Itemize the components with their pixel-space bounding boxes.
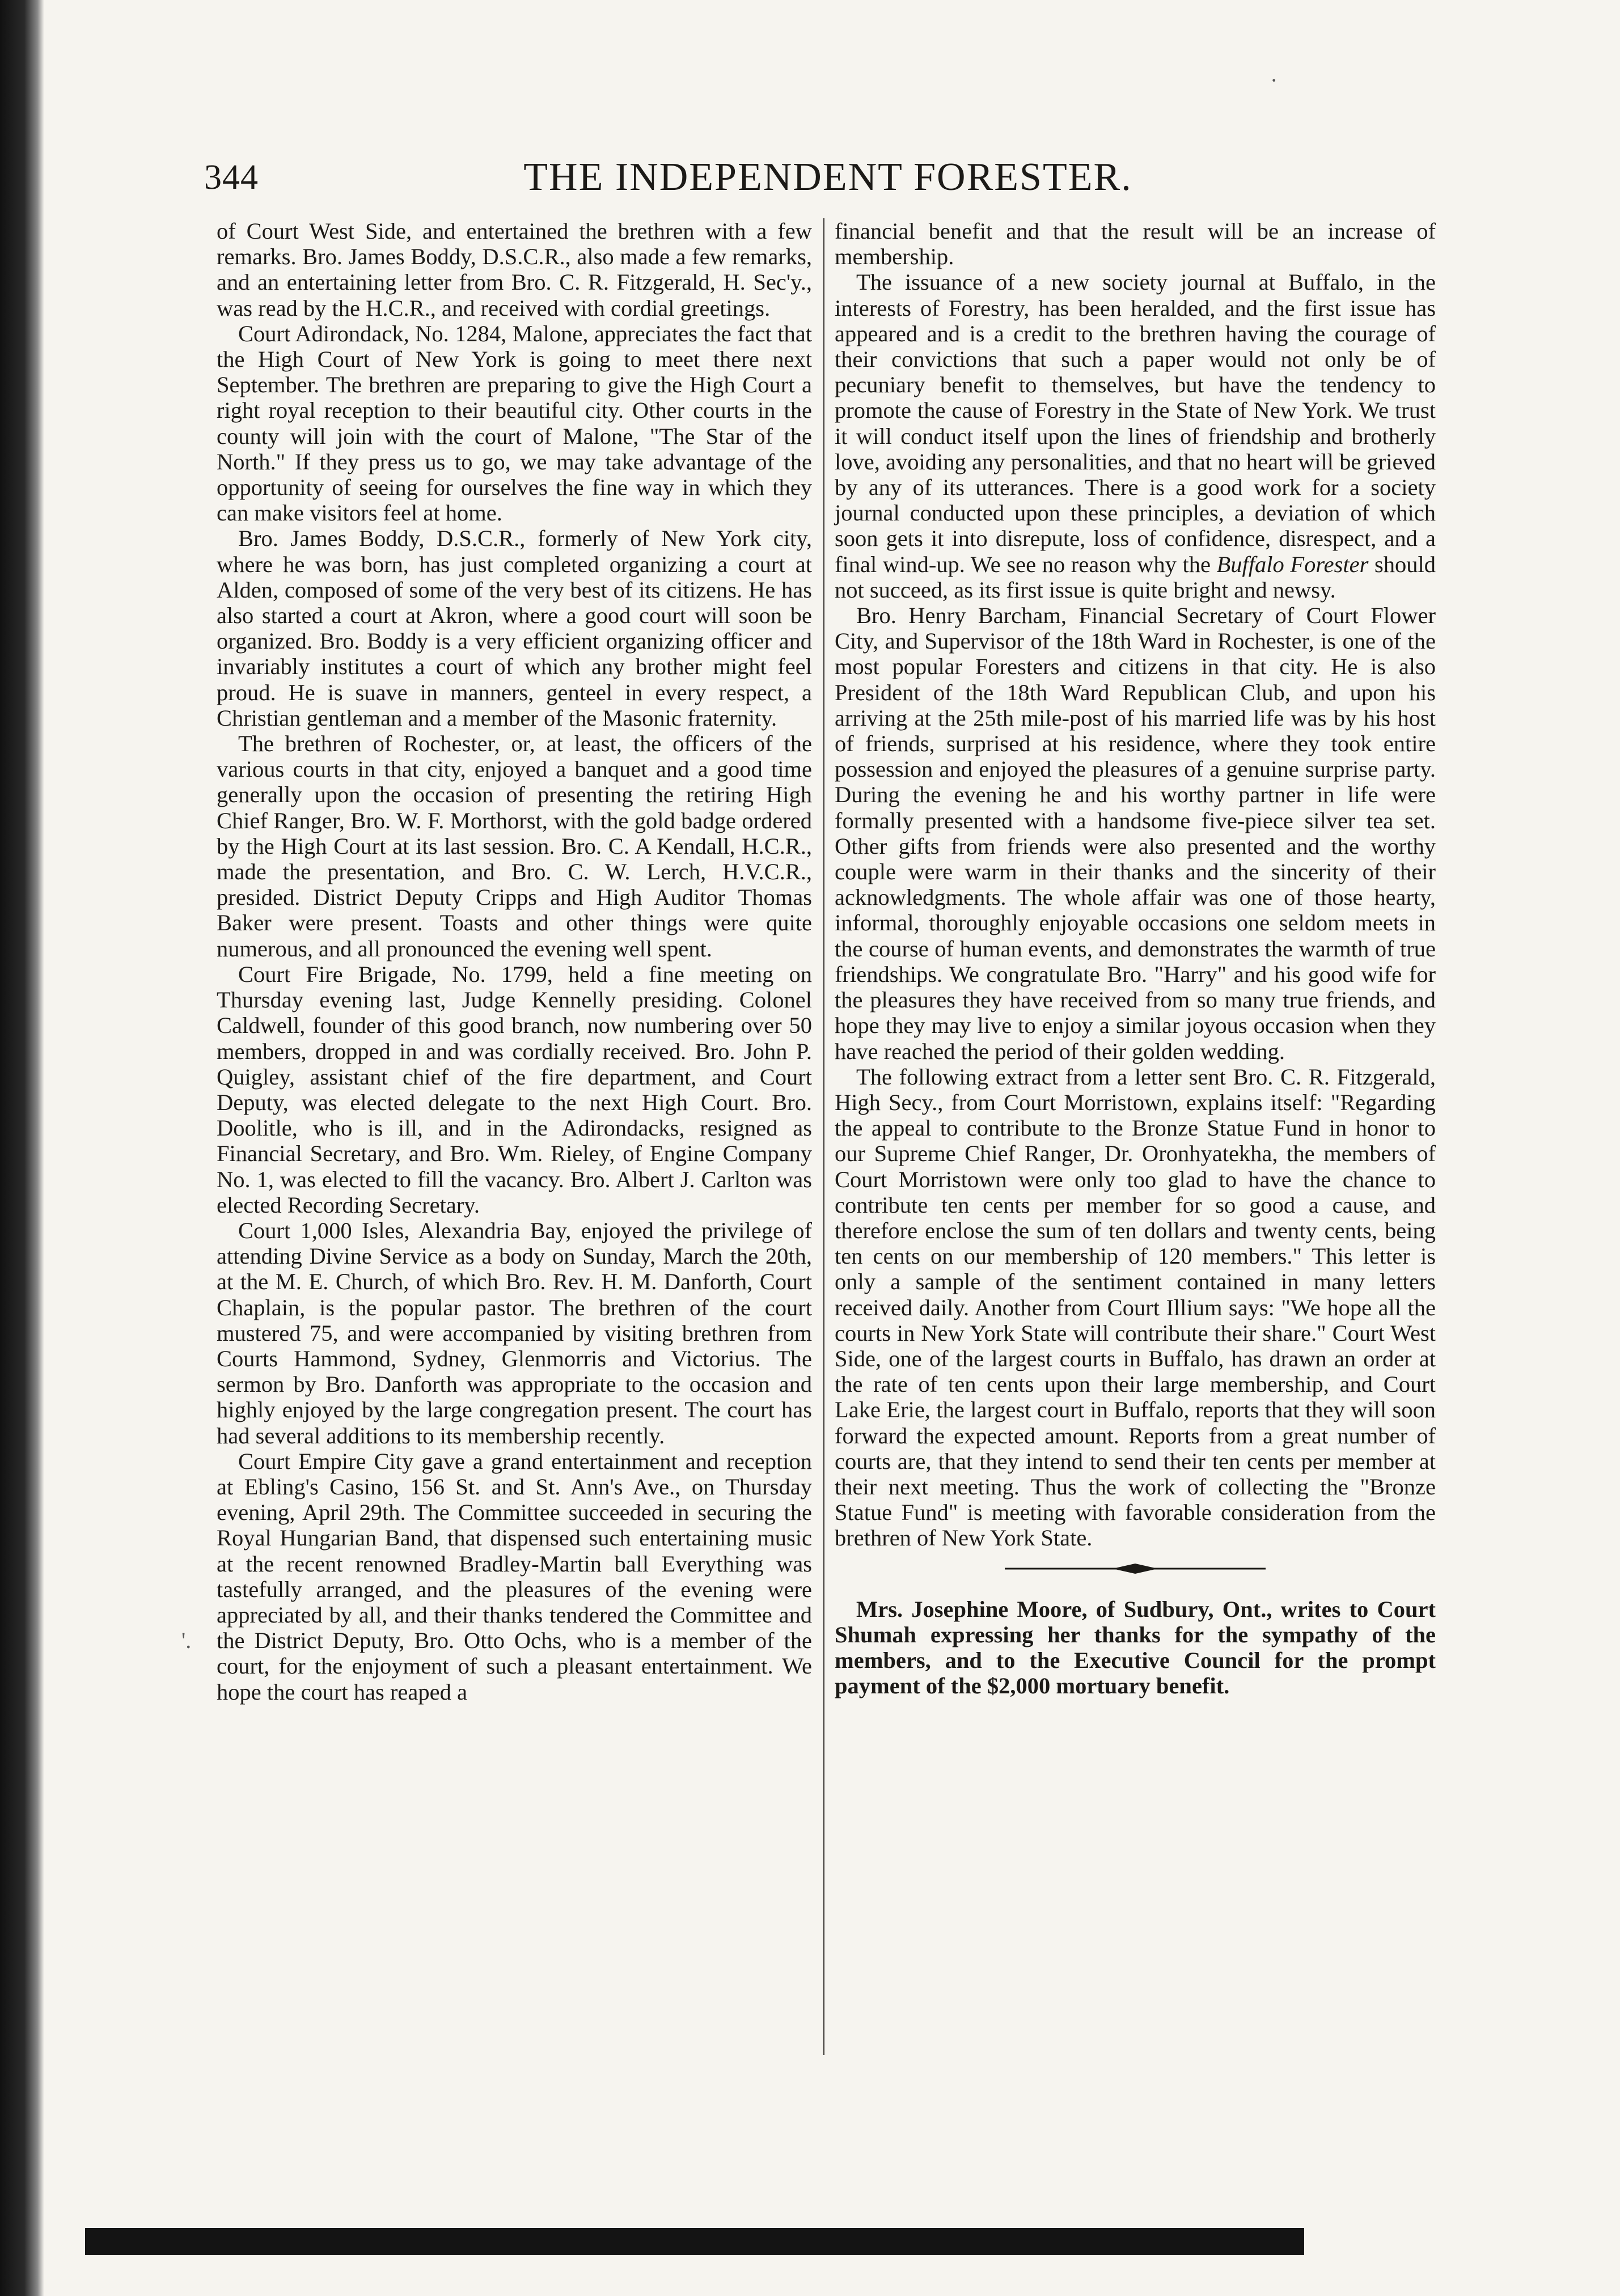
journal-title: THE INDEPENDENT FORESTER. (523, 155, 1132, 199)
section-divider-ornament (999, 1560, 1271, 1577)
article-paragraph: The following extract from a letter sent Bro. C. R. Fitzgerald, High Secy., from Court Morristown, explains itself: "Regarding the appeal to contribute to the Bronze Statue Fund in honor to our Supreme Chief Ranger, Dr. Oronhyatekha, the members of Court Morristown were only too glad to have the chance to contribute ten cents per member for so good a cause, and therefore enclose the sum of ten dollars and twenty cents, being ten cents on our membership of 120 members." This letter is only a sample of the sentiment contained in many letters received daily. Another from Court Illium says: "We hope all the courts in New York State will contribute their share." Court West Side, one of the largest courts in Buffalo, has drawn an order at the rate of ten cents upon their large membership, and Court Lake Erie, the largest court in Buffalo, reports that they will soon forward the expected amount. Reports from a great number of courts are, that they intend to send their ten cents per member at their next meeting. Thus the work of collecting the "Bronze Statue Fund" is meeting with favorable consideration from the brethren of New York State. (835, 1064, 1436, 1551)
article-paragraph: Court Adirondack, No. 1284, Malone, appreciates the fact that the High Court of New York is going to meet there next September. The brethren are preparing to give the High Court a right royal reception to their beautiful city. Other courts in the county will join with the court of Malone, "The Star of the North." If they press us to go, we may take advantage of the opportunity of seeing for ourselves the fine way in which they can make visitors feel at home. (217, 320, 812, 526)
article-paragraph: The brethren of Rochester, or, at least, the officers of the various courts in that city, enjoyed a banquet and a good time generally upon the occasion of presenting the retiring High Chief Ranger, Bro. W. F. Morthorst, with the gold badge ordered by the High Court at its last session. Bro. C. A Kendall, H.C.R., made the presentation, and Bro. C. W. Lerch, H.V.C.R., presided. District Deputy Cripps and High Auditor Thomas Baker were present. Toasts and other things were quite numerous, and all pronounced the evening well spent. (217, 731, 812, 961)
notice-paragraph: Mrs. Josephine Moore, of Sudbury, Ont., writes to Court Shumah expressing her thanks for the sympathy of the members, and to the Executive Council for the prompt payment of the $2,000 mortuary benefit. (835, 1596, 1436, 1699)
article-paragraph: Bro. James Boddy, D.S.C.R., formerly of New York city, where he was born, has just completed organizing a court at Alden, composed of some of the very best of its citizens. He has also started a court at Akron, where a good court will soon be organized. Bro. Boddy is a very efficient organizing officer and invariably institutes a court of which any brother might feel proud. He is suave in manners, genteel in every respect, a Christian gentleman and a member of the Masonic fraternity. (217, 526, 812, 731)
article-paragraph: Bro. Henry Barcham, Financial Secretary of Court Flower City, and Supervisor of the 18th Ward in Rochester, is one of the most popular Foresters and citizens in that city. He is also President of the 18th Ward Republican Club, and upon his arriving at the 25th mile-post of his married life was by his host of friends, surprised at his residence, where they took entire possession and enjoyed the pleasures of a genuine surprise party. During the evening he and his worthy partner in life were formally presented with a handsome five-piece silver tea set. Other gifts from friends were also presented and the worthy couple were warm in their thanks and the sincerity of their acknowledgments. The whole affair was one of those hearty, informal, thoroughly enjoyable occasions one seldom meets in the course of human events, and demonstrates the warmth of true friendships. We congratulate Bro. "Harry" and his good wife for the pleasures they have received from so many true friends, and hope they may live to enjoy a similar joyous occasion when they have reached the period of their golden wedding. (835, 603, 1436, 1064)
paragraph-text: should not succeed, as its first issue is quite bright and newsy. (835, 551, 1436, 603)
binding-edge (0, 0, 44, 2296)
paragraph-text: The issuance of a new society journal at Buffalo, in the interests of Forestry, has been heralded, and the first issue has appeared and is a credit to the brethren having the courage of their convictions that such a paper would not only be of pecuniary benefit to themselves, but have the tendency to promote the cause of Forestry in the State of New York. We trust it will conduct itself upon the lines of friendship and brotherly love, avoiding any personalities, and that no heart will be grieved by any of its utterances. There is a good work for a society journal conducted upon these principles, a deviation of which soon gets it into disrepute, loss of confidence, disrespect, and a final wind-up. We see no reason why the (835, 269, 1436, 577)
article-paragraph: financial benefit and that the result will be an increase of membership. (835, 218, 1436, 270)
column-divider (823, 218, 824, 2055)
article-paragraph: Court 1,000 Isles, Alexandria Bay, enjoyed the privilege of attending Divine Service as a body on Sunday, March the 20th, at the M. E. Church, of which Bro. Rev. H. M. Danforth, Court Chaplain, is the popular pastor. The brethren of the court mustered 75, and were accompanied by visiting brethren from Courts Hammond, Sydney, Glenmorris and Victorius. The sermon by Bro. Danforth was appropriate to the occasion and highly enjoyed by the large congregation present. The court has had several additions to its membership recently. (217, 1217, 812, 1448)
left-column (217, 218, 812, 1705)
article-paragraph (835, 269, 1436, 603)
page-number: 344 (204, 158, 259, 197)
article-paragraph: of Court West Side, and entertained the brethren with a few remarks. Bro. James Boddy, D.S.C.R., also made a few remarks, and an entertaining letter from Bro. C. R. Fitzgerald, H. Sec'y., was read by the H.C.R., and received with cordial greetings. (217, 218, 812, 321)
article-paragraph: Court Fire Brigade, No. 1799, held a fine meeting on Thursday evening last, Judge Kennelly presiding. Colonel Caldwell, founder of this good branch, now numbering over 50 members, dropped in and was cordially received. Bro. John P. Quigley, assistant chief of the fire department, and Court Deputy, was elected delegate to the next High Court. Bro. Doolitle, who is ill, and in the Adirondacks, resigned as Financial Secretary, and Bro. Wm. Rieley, of Engine Company No. 1, was elected to fill the vacancy. Bro. Albert J. Carlton was elected Recording Secretary. (217, 961, 812, 1218)
right-column (835, 218, 1436, 1698)
journal-name: Buffalo Forester (1216, 551, 1369, 577)
margin-mark: '. (181, 1628, 192, 1653)
page-header (204, 152, 1452, 203)
bottom-border (85, 2228, 1304, 2255)
stray-mark: · (1270, 67, 1278, 93)
article-paragraph: Court Empire City gave a grand entertainment and reception at Ebling's Casino, 156 St. and St. Ann's Ave., on Thursday evening, April 29th. The Committee succeeded in securing the Royal Hungarian Band, that dispensed such entertaining music at the recent renowned Bradley-Martin ball Everything was tastefully arranged, and the pleasures of the evening were appreciated by all, and their thanks tendered the Committee and the District Deputy, Bro. Otto Ochs, who is a member of the court, for the enjoyment of such a pleasant entertainment. We hope the court has reaped a (217, 1448, 812, 1705)
